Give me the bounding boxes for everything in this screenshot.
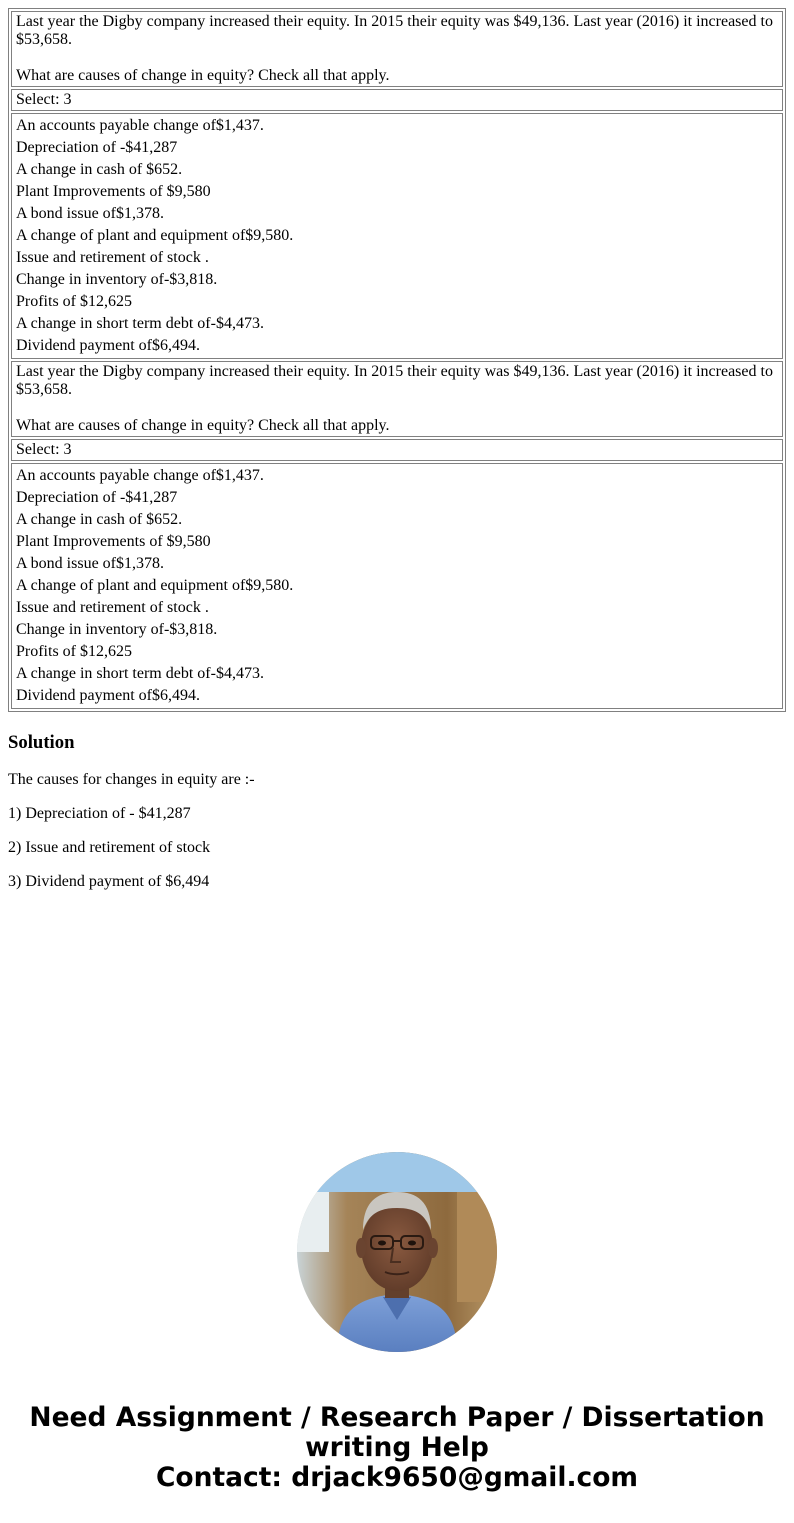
option-item[interactable]: Profits of $12,625	[16, 643, 132, 660]
solution-section	[8, 731, 786, 891]
option-item[interactable]: Depreciation of -$41,287	[16, 489, 178, 506]
option-item[interactable]: Issue and retirement of stock .	[16, 599, 209, 616]
option-item[interactable]: A change of plant and equipment of$9,580.	[16, 577, 294, 594]
option-item[interactable]: Dividend payment of$6,494.	[16, 687, 200, 704]
options-row	[11, 463, 783, 709]
option-item[interactable]: Plant Improvements of $9,580	[16, 533, 211, 550]
option-item[interactable]: A change in short term debt of-$4,473.	[16, 665, 264, 682]
options-cell	[11, 463, 783, 709]
option-item[interactable]: Change in inventory of-$3,818.	[16, 271, 218, 288]
option-item[interactable]: Depreciation of -$41,287	[16, 139, 178, 156]
select-label: Select: 3	[11, 439, 783, 461]
option-item[interactable]: Dividend payment of$6,494.	[16, 337, 200, 354]
solution-point: 2) Issue and retirement of stock	[8, 839, 211, 856]
question-cell	[11, 11, 783, 87]
option-item[interactable]: A bond issue of$1,378.	[16, 555, 164, 572]
option-item[interactable]: Profits of $12,625	[16, 293, 132, 310]
tutor-portrait-icon	[297, 1152, 497, 1352]
question-line-2: What are causes of change in equity? Check all that apply.	[16, 417, 390, 434]
contact-footer	[0, 1403, 794, 1493]
question-row	[11, 11, 783, 87]
question-line-2: What are causes of change in equity? Check all that apply.	[16, 67, 390, 84]
option-item[interactable]: A change in short term debt of-$4,473.	[16, 315, 264, 332]
question-cell	[11, 361, 783, 437]
option-item[interactable]: A bond issue of$1,378.	[16, 205, 164, 222]
avatar	[297, 1152, 497, 1352]
option-item[interactable]: A change of plant and equipment of$9,580.	[16, 227, 294, 244]
question-row	[11, 361, 783, 437]
option-item[interactable]: An accounts payable change of$1,437.	[16, 467, 264, 484]
solution-intro: The causes for changes in equity are :-	[8, 771, 255, 788]
footer-line-2: writing Help	[305, 1432, 489, 1463]
question-line-1: Last year the Digby company increased their equity. In 2015 their equity was $49,136. Last year (2016) it increased to $53,658.	[16, 13, 773, 48]
solution-title: Solution	[8, 732, 75, 753]
footer-contact[interactable]: Contact: drjack9650@gmail.com	[155, 1462, 639, 1493]
question-table-body	[11, 11, 783, 709]
solution-point: 3) Dividend payment of $6,494	[8, 873, 210, 890]
select-row	[11, 89, 783, 111]
option-item[interactable]: An accounts payable change of$1,437.	[16, 117, 264, 134]
option-item[interactable]: A change in cash of $652.	[16, 511, 183, 528]
question-table	[8, 8, 786, 712]
footer-line-1: Need Assignment / Research Paper / Dissertation	[29, 1402, 765, 1433]
option-item[interactable]: Change in inventory of-$3,818.	[16, 621, 218, 638]
select-row	[11, 439, 783, 461]
option-item[interactable]: Issue and retirement of stock .	[16, 249, 209, 266]
options-cell	[11, 113, 783, 359]
options-row	[11, 113, 783, 359]
option-item[interactable]: Plant Improvements of $9,580	[16, 183, 211, 200]
question-line-1: Last year the Digby company increased their equity. In 2015 their equity was $49,136. Last year (2016) it increased to $53,658.	[16, 363, 773, 398]
solution-point: 1) Depreciation of - $41,287	[8, 805, 191, 822]
select-label: Select: 3	[11, 89, 783, 111]
option-item[interactable]: A change in cash of $652.	[16, 161, 183, 178]
